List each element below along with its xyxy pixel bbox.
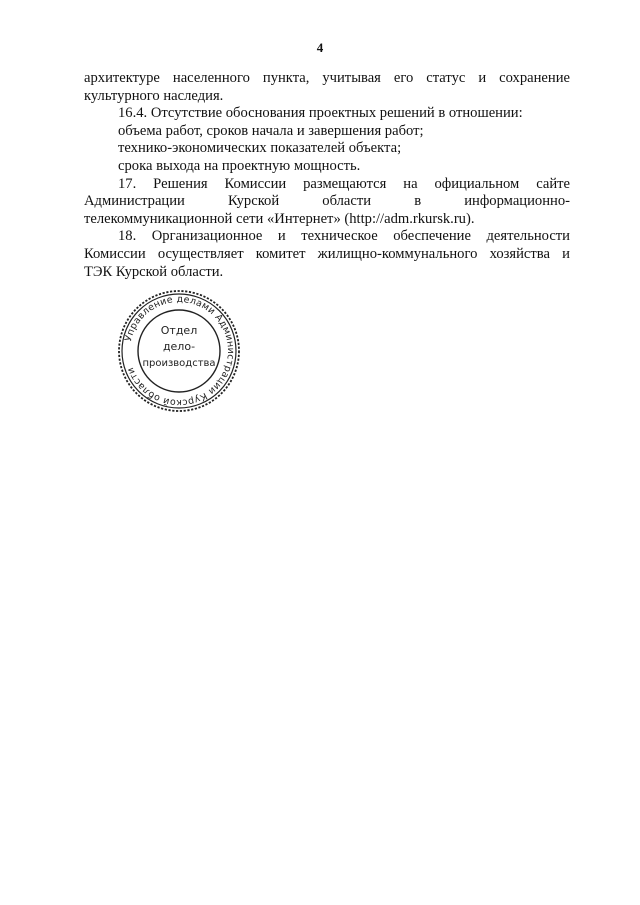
text-line: культурного наследия. <box>84 87 224 104</box>
clause-18: 18. Организационное и техническое обеспечение деятельности <box>118 228 570 245</box>
text-line: объема работ, сроков начала и завершения работ; <box>118 122 424 139</box>
stamp-center-line: производства <box>142 358 216 369</box>
text-line: архитектуре населенного пункта, учитывая его статус и сохранение <box>84 70 570 86</box>
text-line: срока выхода на проектную мощность. <box>118 157 361 174</box>
document-body <box>84 70 570 281</box>
stamp-graphic <box>116 288 242 414</box>
stamp-center-line: Отдел <box>160 324 198 337</box>
stamp-ring-text: Управление делами Администрации Курской области <box>123 293 237 409</box>
text-line: технико-экономических показателей объекта; <box>118 140 402 157</box>
clause-17: 17. Решения Комиссии размещаются на официальном сайте <box>118 175 570 192</box>
stamp-center-line: дело- <box>162 340 196 353</box>
text-line: Комиссии осуществляет комитет жилищно-коммунального хозяйства и <box>84 245 570 262</box>
text-line: Администрации Курской области в информационно- <box>84 193 570 210</box>
text-line: ТЭК Курской области. <box>84 263 224 280</box>
page-number: 4 <box>316 40 324 55</box>
official-stamp <box>116 288 242 414</box>
clause-16-4: 16.4. Отсутствие обоснования проектных решений в отношении: <box>118 105 523 122</box>
text-line: телекоммуникационной сети «Интернет» (http://adm.rkursk.ru). <box>84 210 475 227</box>
